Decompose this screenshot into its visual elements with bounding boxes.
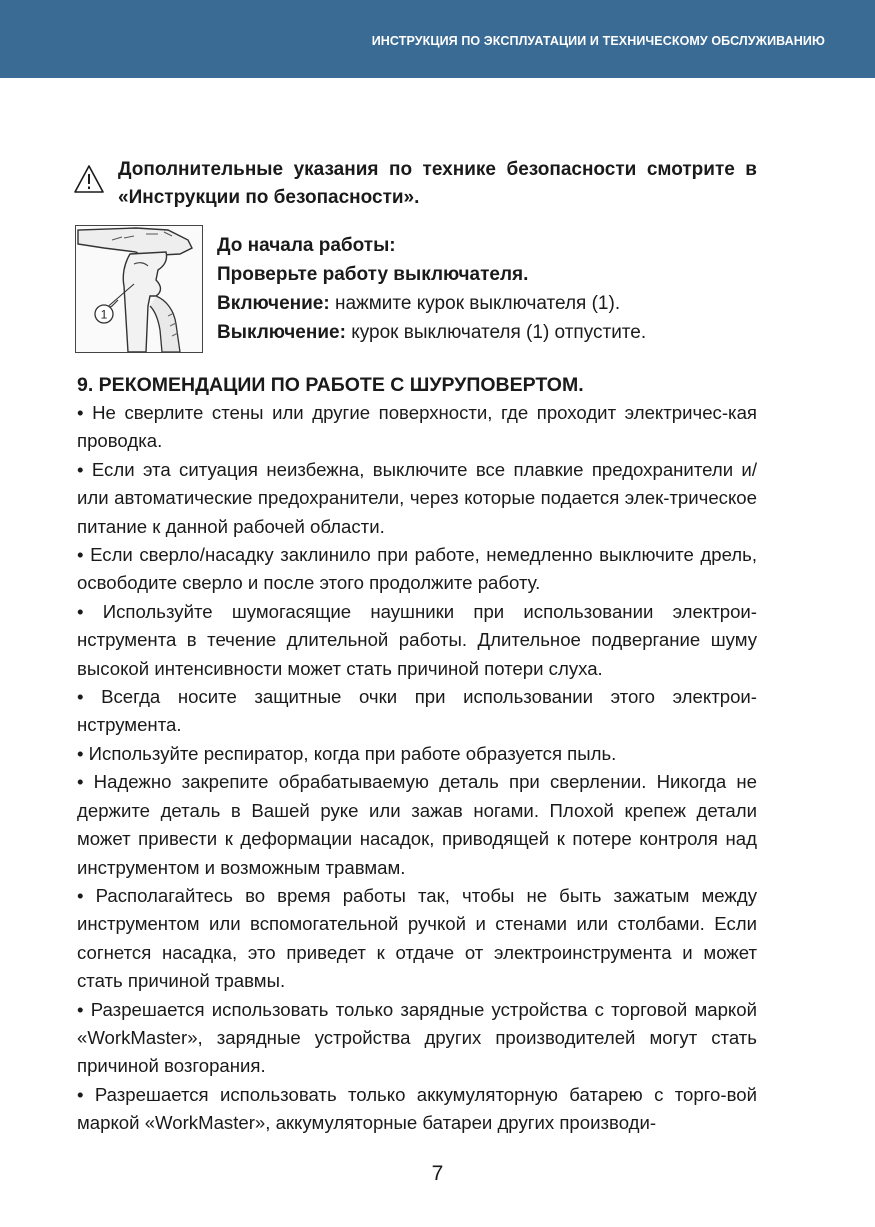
drill-trigger-figure [75, 225, 203, 353]
safety-warning [73, 156, 757, 212]
recommendation-paragraph: • Надежно закрепите обрабатываемую деталь при сверлении. Никогда не держите деталь в Вашей руке или зажав ногами. Плохой крепеж детали может привести к деформации насадок, приводящей к потере контроля над инструментом и возможным травмам. [77, 771, 757, 878]
switch-on-label: Включение: [217, 293, 330, 314]
warning-text: Дополнительные указания по технике безопасности смотрите в «Инструкции по безопасности». [118, 159, 757, 208]
switch-on-line [217, 289, 646, 318]
recommendation-paragraph: • Не сверлите стены или другие поверхности, где проходит электричес-кая проводка. [77, 402, 757, 452]
recommendation-paragraph: • Используйте респиратор, когда при работе образуется пыль. [77, 742, 617, 764]
switch-off-label: Выключение: [217, 322, 346, 343]
switch-check-instructions [217, 231, 646, 347]
switch-on-text: нажмите курок выключателя (1). [329, 293, 621, 314]
switch-check-block [75, 225, 759, 355]
switch-off-text: курок выключателя (1) отпустите. [345, 322, 647, 343]
warning-triangle-icon [73, 164, 105, 194]
page-header [0, 0, 875, 78]
recommendation-paragraph: • Разрешается использовать только зарядные устройства с торговой маркой «WorkMaster», зарядные устройства других производителей могут стать причиной возгорания. [77, 998, 757, 1077]
recommendation-paragraph: • Используйте шумогасящие наушники при использовании электрои-нструмента в течение длительной работы. Длительное подвергание шуму высокой интенсивности может стать причиной потери слуха. [77, 600, 757, 679]
recommendation-paragraph: • Всегда носите защитные очки при использовании этого электрои-нструмента. [77, 686, 757, 736]
recommendation-paragraph: • Разрешается использовать только аккумуляторную батарею с торго-вой маркой «WorkMaster», аккумуляторные батареи других производи- [77, 1083, 757, 1134]
figure-callout-label: 1 [100, 307, 108, 322]
header-title: ИНСТРУКЦИЯ ПО ЭКСПЛУАТАЦИИ И ТЕХНИЧЕСКОМУ ОБСЛУЖИВАНИЮ [371, 34, 825, 48]
check-switch-heading: Проверьте работу выключателя. [217, 264, 529, 285]
recommendation-paragraph: • Располагайтесь во время работы так, чтобы не быть зажатым между инструментом или вспомогательной ручкой и стенами или столбами. Если согнется насадка, это приведет к отдаче от электроинструмента и может стать причиной травмы. [77, 884, 757, 992]
recommendations-section [77, 371, 757, 1138]
before-work-heading: До начала работы: [217, 235, 396, 256]
recommendation-paragraph: • Если сверло/насадку заклинило при работе, немедленно выключите дрель, освободите сверло и после этого продолжите работу. [77, 544, 757, 594]
switch-off-line [217, 318, 646, 347]
section-title: 9. РЕКОМЕНДАЦИИ ПО РАБОТЕ С ШУРУПОВЕРТОМ. [77, 374, 584, 396]
page-number: 7 [431, 1162, 444, 1185]
recommendation-paragraph: • Если эта ситуация неизбежна, выключите все плавкие предохранители и/или автоматические предохранители, через которые подается элек-трическое питание к данной рабочей области. [77, 458, 757, 537]
